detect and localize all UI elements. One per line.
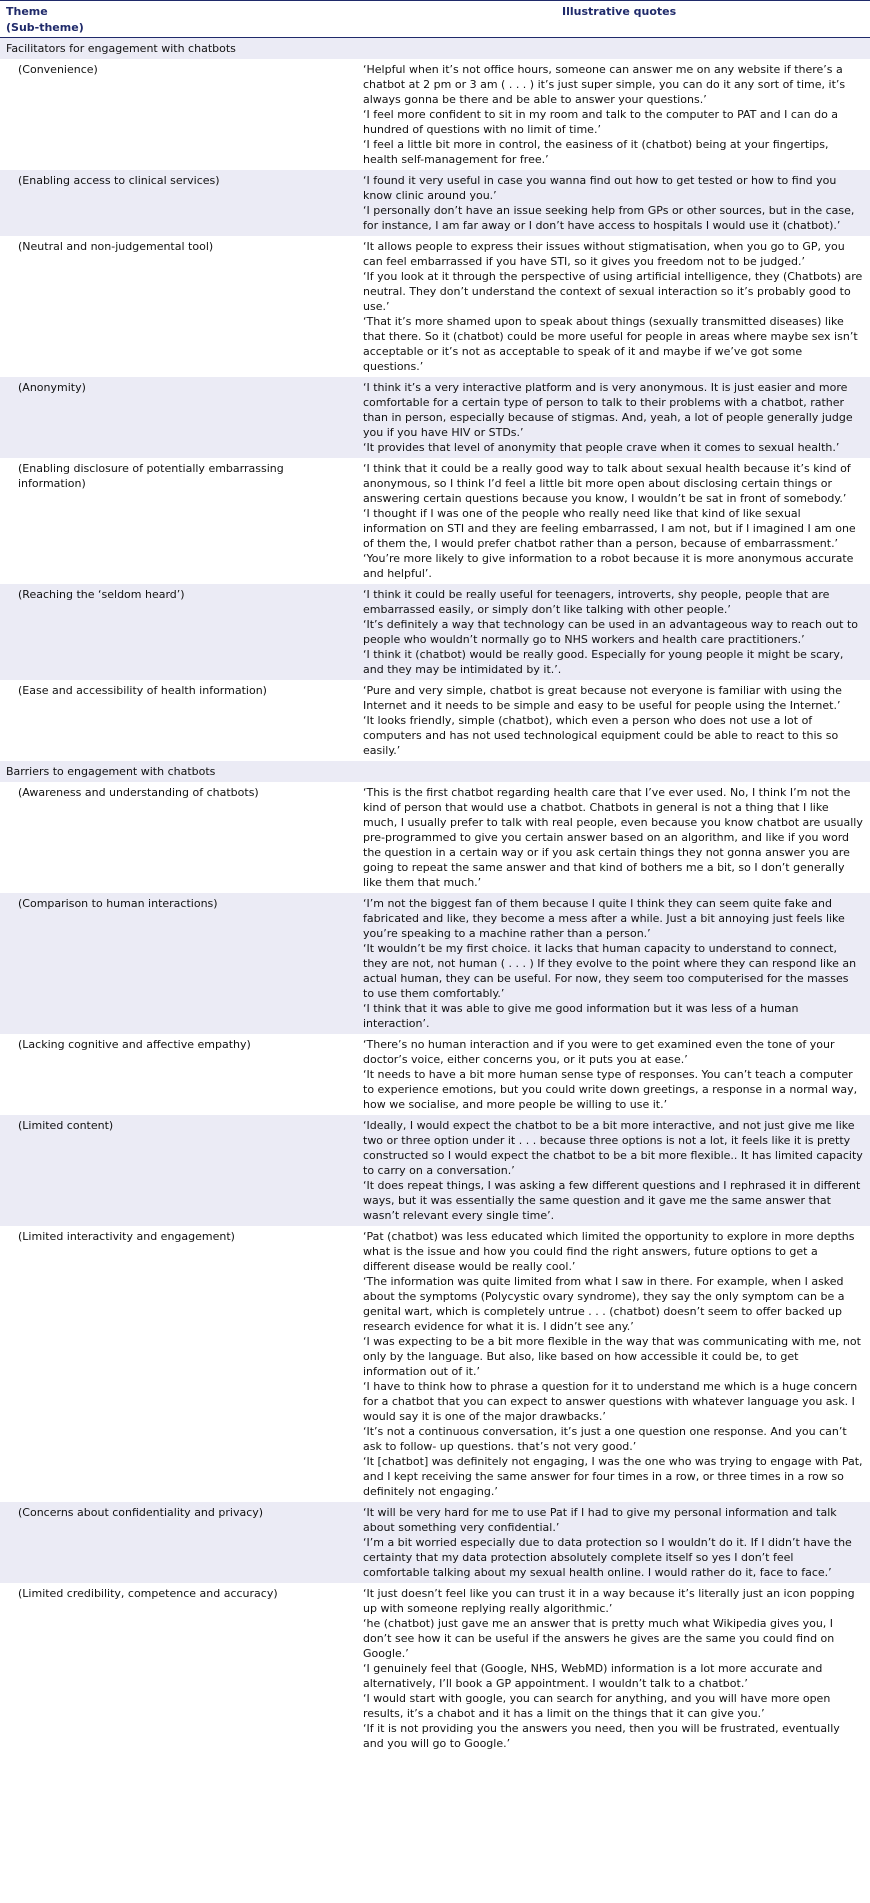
quotes-cell <box>345 173 863 233</box>
theme-header <box>0 4 362 34</box>
table-row <box>0 1034 870 1115</box>
quote-text: ‘It’s not a continuous conversation, it’s just a one question one response. And you can’t ask to follow- up questions. that’s not very good.’ <box>363 1425 847 1453</box>
quotes-cell <box>345 683 863 758</box>
table-row <box>0 1502 870 1583</box>
quote-text: ‘I think it’s a very interactive platform and is very anonymous. It is just easier and more comfortable for a certain type of person to talk to their problems with a chatbot, rather than in person, especially because of stigmas. And, yeah, a lot of people generally judge you if you have HIV or STDs.’ <box>363 381 853 439</box>
table-row <box>0 236 870 377</box>
quotes-cell <box>345 380 863 455</box>
quote-text: ‘It’s definitely a way that technology can be used in an advantageous way to reach out to people who wouldn’t normally go to NHS workers and health care practitioners.’ <box>363 618 859 646</box>
table-row <box>0 782 870 893</box>
quote-text: ‘Ideally, I would expect the chatbot to be a bit more interactive, and not just give me like two or three option under it . . . because three options is not a lot, it feels like it is pretty constructed so I would expect the chatbot to be a bit more flexible.. It has limited capacity to carry on a conversation.’ <box>363 1119 863 1177</box>
quote-text: ‘he (chatbot) just gave me an answer that is pretty much what Wikipedia gives you, I don’t see how it can be useful if the answers he gives are the same you could find on Google.’ <box>363 1617 835 1660</box>
subtheme-cell: (Convenience) <box>18 63 98 76</box>
quote-text: ‘I have to think how to phrase a question for it to understand me which is a huge concern for a chatbot that you can expect to answer questions with whatever language you ask. I would say it is one of the major drawbacks.’ <box>363 1380 858 1423</box>
quote-text: ‘I’m a bit worried especially due to data protection so I wouldn’t do it. If I didn’t have the certainty that my data protection absolutely complete itself so yes I don’t feel comfortable talking about my sexual health online. I would rather do it, face to face.’ <box>363 1536 852 1579</box>
quote-text: ‘I think it could be really useful for teenagers, introverts, shy people, people that are embarrassed easily, or simply don’t like talking with other people.’ <box>363 588 830 616</box>
quotes-cell <box>345 896 863 1031</box>
quote-text: ‘I found it very useful in case you wanna find out how to get tested or how to find you know clinic around you.’ <box>363 174 837 202</box>
quote-text: ‘I think it (chatbot) would be really good. Especially for young people it might be scary, and they may be intimidated by it.’. <box>363 648 844 676</box>
table-row <box>0 1115 870 1226</box>
quote-text: ‘It will be very hard for me to use Pat if I had to give my personal information and talk about something very confidential.’ <box>363 1506 837 1534</box>
quote-text: ‘I think that it was able to give me good information but it was less of a human interaction’. <box>363 1002 799 1030</box>
table-row <box>0 680 870 761</box>
quote-text: ‘Pure and very simple, chatbot is great because not everyone is familiar with using the Internet and it needs to be simple and easy to be useful for people using the Internet.’ <box>363 684 842 712</box>
subtheme-cell: (Lacking cognitive and affective empathy) <box>18 1038 251 1051</box>
table-row <box>0 1583 870 1754</box>
quote-text: ‘You’re more likely to give information to a robot because it is more anonymous accurate and helpful’. <box>363 552 854 580</box>
quote-text: ‘It needs to have a bit more human sense type of responses. You can’t teach a computer to experience emotions, but you could write down greetings, a response in a normal way, how we socialise, and more people be willing to use it.’ <box>363 1068 858 1111</box>
quote-text: ‘I would start with google, you can search for anything, and you will have more open results, it’s a chabot and it has a limit on the things that it can give you.’ <box>363 1692 831 1720</box>
quote-text: ‘Helpful when it’s not office hours, someone can answer me on any website if there’s a chatbot at 2 pm or 3 am ( . . . ) it’s just super simple, you can do it any sort of time, it’s always gonna be there and be able to answer your questions.’ <box>363 63 846 106</box>
quotes-cell <box>345 785 863 890</box>
quote-text: ‘I was expecting to be a bit more flexible in the way that was communicating with me, not only by the language. But also, like based on how accessible it could be, to get information out of it.’ <box>363 1335 861 1378</box>
quote-text: ‘There’s no human interaction and if you were to get examined even the tone of your doctor’s voice, either concerns you, or it puts you at ease.’ <box>363 1038 835 1066</box>
quote-text: ‘The information was quite limited from what I saw in there. For example, when I asked about the symptoms (Polycystic ovary syndrome), they say the only symptom can be a genital wart, which is completely untrue . . . (chatbot) doesn’t seem to offer backed up research evidence for what it is. I didn’t see any.’ <box>363 1275 845 1333</box>
quote-text: ‘I feel more confident to sit in my room and talk to the computer to PAT and I can do a hundred of questions with no limit of time.’ <box>363 108 839 136</box>
quote-text: ‘It just doesn’t feel like you can trust it in a way because it’s literally just an icon popping up with someone replying really algorithmic.’ <box>363 1587 855 1615</box>
table-row <box>0 377 870 458</box>
quotes-cell <box>345 1586 863 1751</box>
quotes-cell <box>345 62 863 167</box>
quote-text: ‘That it’s more shamed upon to speak about things (sexually transmitted diseases) like that there. So it (chatbot) could be more useful for people in areas where maybe sex isn’t acceptable or it’s not as acceptable to speak of it and maybe if we’ve got some questions.’ <box>363 315 858 373</box>
table-row <box>0 584 870 680</box>
quote-text: ‘This is the first chatbot regarding health care that I’ve ever used. No, I think I’m not the kind of person that would use a chatbot. Chatbots in general is not a thing that I like much, I usually prefer to talk with real people, even because you know chatbot are usually pre-programmed to give you certain answer based on an algorithm, and like if you word the question in a certain way or if you ask certain things they not gonna answer you are going to repeat the same answer and that kind of bothers me a bit, so I don’t generally like them that much.’ <box>363 786 863 889</box>
quote-text: ‘I genuinely feel that (Google, NHS, WebMD) information is a lot more accurate and alternatively, I’ll book a GP appointment. I wouldn’t talk to a chatbot.’ <box>363 1662 823 1690</box>
subtheme-cell: (Ease and accessibility of health information) <box>18 684 267 697</box>
quotes-cell <box>345 1229 863 1499</box>
subtheme-cell: (Anonymity) <box>18 381 86 394</box>
subtheme-cell: (Enabling access to clinical services) <box>18 174 220 187</box>
subtheme-cell: (Limited credibility, competence and accuracy) <box>18 1587 278 1600</box>
quote-text: ‘It [chatbot] was definitely not engaging, I was the one who was trying to engage with Pat, and I kept receiving the same answer for four times in a row, or three times in a row so definitely not engaging.’ <box>363 1455 863 1498</box>
subtheme-cell: (Comparison to human interactions) <box>18 897 218 910</box>
subtheme-cell: (Enabling disclosure of potentially embarrassing information) <box>18 462 284 490</box>
subtheme-cell: (Limited interactivity and engagement) <box>18 1230 235 1243</box>
table-row <box>0 59 870 170</box>
subtheme-header-label: (Sub-theme) <box>6 21 84 34</box>
quote-text: ‘I think that it could be a really good way to talk about sexual health because it’s kind of anonymous, so I think I’d feel a little bit more open about disclosing certain things or answering certain questions because you know, I wouldn’t be sat in front of somebody.’ <box>363 462 851 505</box>
subtheme-cell: (Concerns about confidentiality and privacy) <box>18 1506 264 1519</box>
quotes-header-label: Illustrative quotes <box>562 5 677 18</box>
quote-text: ‘I’m not the biggest fan of them because I quite I think they can seem quite fake and fabricated and like, they become a mess after a while. Just a bit annoying just feels like you’re speaking to a machine rather than a person.’ <box>363 897 845 940</box>
subtheme-cell: (Neutral and non-judgemental tool) <box>18 240 214 253</box>
theme-header-label: Theme <box>6 5 48 18</box>
quote-text: ‘I personally don’t have an issue seeking help from GPs or other sources, but in the case, for instance, I am far away or I don’t have access to hospitals I would use it (chatbot).’ <box>363 204 855 232</box>
quotes-cell <box>345 1505 863 1580</box>
quote-text: ‘If it is not providing you the answers you need, then you will be frustrated, eventually and you will go to Google.’ <box>363 1722 840 1750</box>
quote-text: ‘I thought if I was one of the people who really need like that kind of like sexual information on STI and they are feeling embarrassed, I am not, but if I imagined I am one of them the, I would prefer chatbot rather than a person, because of embarrassment.’ <box>363 507 856 550</box>
subtheme-cell: (Awareness and understanding of chatbots) <box>18 786 259 799</box>
section-title: Barriers to engagement with chatbots <box>0 761 870 782</box>
subtheme-cell: (Reaching the ‘seldom heard’) <box>18 588 185 601</box>
quote-text: ‘It looks friendly, simple (chatbot), which even a person who does not use a lot of computers and has not used technological equipment could be able to react to this so easily.’ <box>363 714 839 757</box>
table-row <box>0 458 870 584</box>
quote-text: ‘I feel a little bit more in control, the easiness of it (chatbot) being at your fingertips, health self-management for free.’ <box>363 138 829 166</box>
quote-text: ‘Pat (chatbot) was less educated which limited the opportunity to explore in more depths what is the issue and how you could find the right answers, future options to get a different disease would be really cool.’ <box>363 1230 855 1273</box>
quotes-cell <box>345 1037 863 1112</box>
quotes-cell <box>345 461 863 581</box>
quotes-cell <box>345 1118 863 1223</box>
quote-text: ‘It allows people to express their issues without stigmatisation, when you go to GP, you can feel embarrassed if you have STI, so it gives you freedom not to be judged.’ <box>363 240 845 268</box>
quote-text: ‘It does repeat things, I was asking a few different questions and I rephrased it in different ways, but it was essentially the same question and it gave me the same answer that wasn’t relevant every single time’. <box>363 1179 861 1222</box>
table-row <box>0 170 870 236</box>
table-row <box>0 1226 870 1502</box>
quotes-cell <box>345 239 863 374</box>
table-row <box>0 893 870 1034</box>
quotes-cell <box>345 587 863 677</box>
quote-text: ‘It provides that level of anonymity that people crave when it comes to sexual health.’ <box>363 441 840 454</box>
table-body <box>0 38 870 1754</box>
section-title: Facilitators for engagement with chatbots <box>0 38 870 59</box>
quote-text: ‘It wouldn’t be my first choice. it lacks that human capacity to understand to connect, they are not, not human ( . . . ) If they evolve to the point where they can respond like an actual human, they can be useful. For now, they seem too computerised for the masses to use them comfortably.’ <box>363 942 857 1000</box>
quote-text: ‘If you look at it through the perspective of using artificial intelligence, they (Chatbots) are neutral. They don’t understand the context of sexual interaction so it’s probably good to use.’ <box>363 270 863 313</box>
table-header <box>0 0 870 38</box>
subtheme-cell: (Limited content) <box>18 1119 114 1132</box>
